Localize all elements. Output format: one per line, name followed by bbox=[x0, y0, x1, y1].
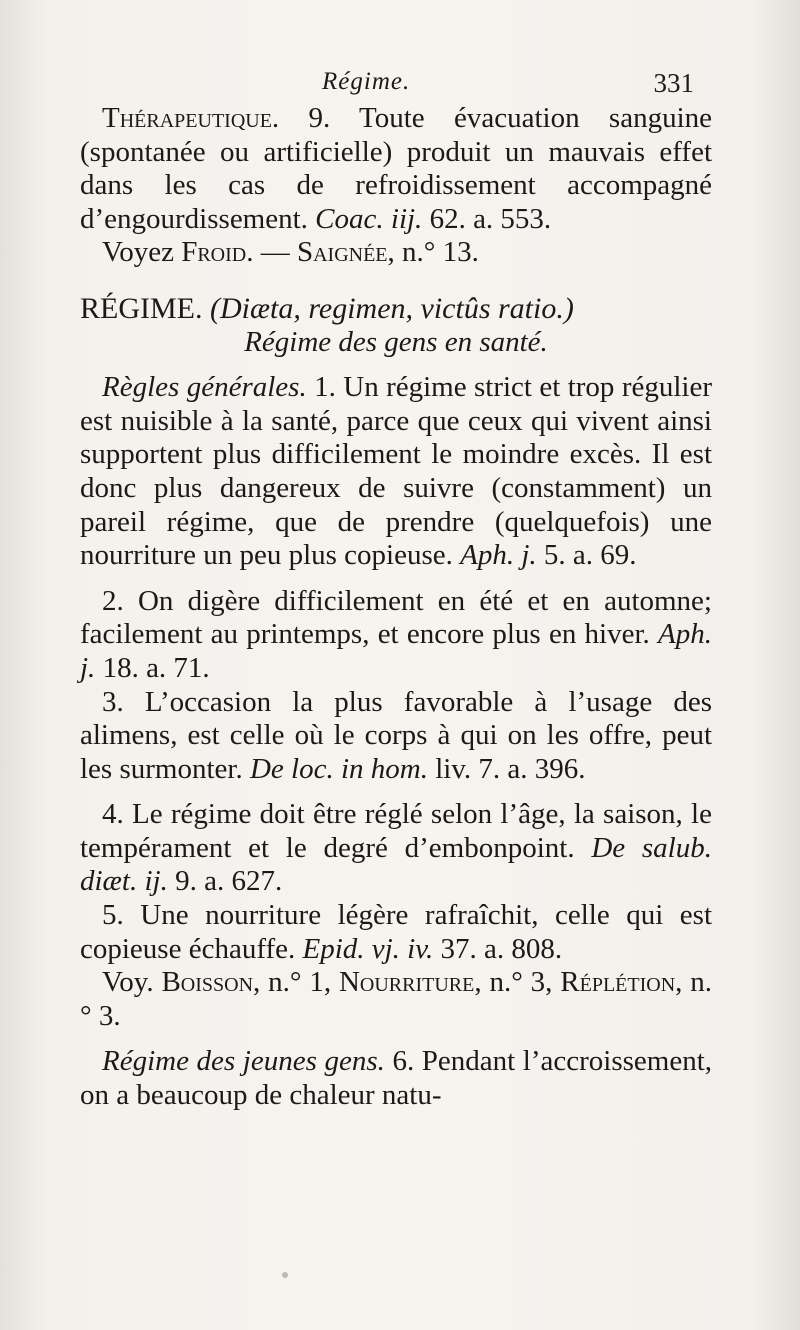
rule-2-text: 2. On digère difficilement en été et en automne; facilement au printemps, et encore plus en hiver. bbox=[80, 584, 712, 651]
rule-4-text: 4. Le régime doit être réglé selon l’âge, la saison, le tempérament et le degré d’embonpoint. bbox=[80, 798, 712, 864]
rule-1-ref: Aph. j. bbox=[460, 539, 537, 572]
rule-2-tail: 18. a. 71. bbox=[95, 651, 210, 684]
see-also-2-prefix: Voy. bbox=[102, 966, 162, 999]
rule-1-tail: 5. a. 69. bbox=[536, 539, 637, 572]
see-also-prefix: Voyez bbox=[102, 236, 182, 269]
entry-latin-synonyms: (Diæta, regimen, victûs ratio.) bbox=[202, 291, 574, 325]
page-number: 331 bbox=[653, 68, 694, 98]
see-also-froid bbox=[80, 236, 712, 270]
rule-4 bbox=[80, 798, 712, 899]
paper-speck bbox=[282, 1272, 288, 1278]
rule-3-text: 3. L’occasion la plus favorable à l’usage des alimens, est celle où le corps à qui on les offre, peut les surmonter. bbox=[80, 685, 712, 785]
see-also-item-saignee: Saignée bbox=[296, 236, 388, 269]
section-label-therapeutique: Thérapeutique. bbox=[102, 102, 280, 134]
rule-1 bbox=[80, 371, 712, 573]
see-also-separator: — bbox=[253, 236, 297, 269]
see-also-2-mid1: , n.° 1, bbox=[253, 966, 339, 999]
running-title: Régime. bbox=[322, 68, 411, 95]
jeunes-text: 6. Pendant l’accroissement, on a beaucoup de chaleur natu- bbox=[80, 1045, 713, 1112]
jeunes-heading: Régime des jeunes gens. bbox=[102, 1045, 385, 1078]
entry-title: RÉGIME. bbox=[80, 291, 203, 325]
rule-5-ref: Epid. vj. iv. bbox=[302, 932, 434, 965]
citation-ref: Coac. iij. bbox=[315, 202, 423, 235]
paragraph-therapeutique bbox=[80, 102, 712, 236]
see-also-item-froid: Froid. bbox=[181, 236, 254, 269]
see-also-tail: , n.° 13. bbox=[387, 236, 479, 269]
rule-5-text: 5. Une nourriture légère rafraîchit, celle qui est copieuse échauffe. bbox=[80, 899, 712, 965]
therapeutique-text: 9. Toute évacuation sanguine (spontanée ou artificielle) produit un mauvais effet dans les cas de refroidissement accompagné d’engourdissement. bbox=[80, 102, 712, 235]
rule-4-tail: 9. a. 627. bbox=[167, 865, 283, 898]
rule-5-tail: 37. a. 808. bbox=[433, 932, 563, 965]
see-also-2-tail: , n.° 3. bbox=[80, 966, 713, 1032]
rule-3 bbox=[80, 686, 712, 787]
entry-heading bbox=[80, 292, 712, 326]
paragraph-jeunes bbox=[80, 1045, 712, 1112]
subtitle-sante: Régime des gens en santé. bbox=[244, 325, 548, 358]
see-also-item-boisson: Boisson bbox=[161, 966, 254, 999]
see-also-item-repletion: Réplétion bbox=[560, 966, 676, 999]
citation-tail: 62. a. 553. bbox=[422, 202, 552, 235]
rule-3-tail: liv. 7. a. 396. bbox=[427, 752, 586, 785]
rule-2-ref: Aph. j. bbox=[80, 618, 712, 684]
rules-heading: Règles générales. bbox=[102, 371, 307, 404]
rule-4-ref: De salub. diæt. ij. bbox=[80, 831, 712, 898]
see-also-boisson bbox=[80, 966, 712, 1033]
rule-1-text: 1. Un régime strict et trop régulier est nuisible à la santé, parce que ceux qui vivent ainsi supportent plus difficilement le moindre excès. Il est donc plus dangereux de suivre (constamment) un pareil régime, que de prendre (quelquefois) une nourriture un peu plus copieuse. bbox=[80, 371, 713, 572]
page-header bbox=[100, 62, 700, 102]
see-also-2-mid2: , n.° 3, bbox=[474, 966, 561, 999]
rule-5 bbox=[80, 899, 712, 966]
rule-2 bbox=[80, 585, 712, 686]
body-text bbox=[80, 102, 712, 1113]
rule-3-ref: De loc. in hom. bbox=[249, 752, 428, 785]
see-also-item-nourriture: Nourriture bbox=[338, 966, 475, 999]
